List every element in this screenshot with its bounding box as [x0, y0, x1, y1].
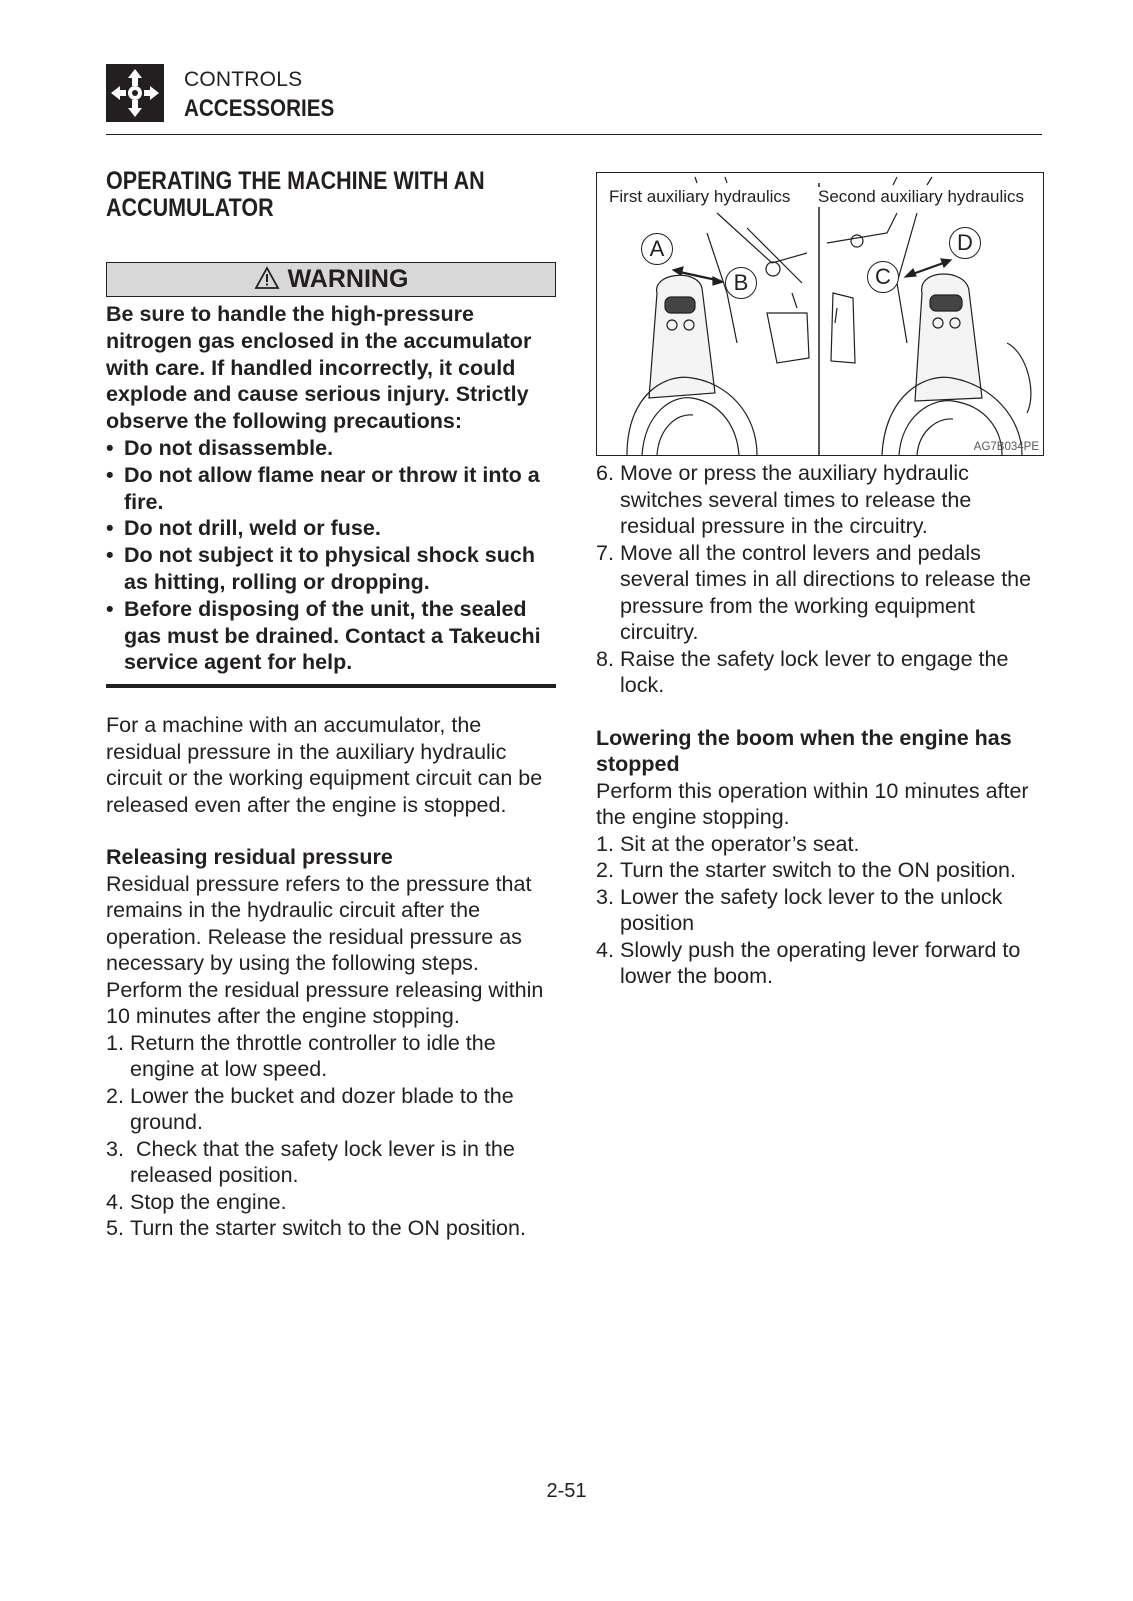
warning-bullet-text: Before disposing of the unit, the sealed gas must be drained. Contact a Takeuchi service agent for help.	[124, 596, 541, 675]
releasing-heading: Releasing residual pressure	[106, 845, 393, 870]
step-number: 6.	[596, 461, 614, 485]
controls-arrows-icon	[106, 64, 164, 122]
step-number: 8.	[596, 646, 614, 671]
warning-triangle-icon	[254, 266, 280, 290]
joystick-figure	[596, 172, 1044, 456]
step-number: 7.	[596, 540, 614, 565]
list-item	[596, 540, 1042, 646]
step-number: 3.	[106, 1136, 124, 1161]
section-label: CONTROLS	[184, 68, 303, 91]
list-item	[596, 937, 1042, 990]
step-text: Sit at the operator’s seat.	[620, 831, 860, 856]
page-title: ACCESSORIES	[184, 95, 335, 122]
figure-label-right: Second auxiliary hydraulics	[818, 187, 1024, 206]
step-text: Move all the control levers and pedals several times in all directions to release the pressure from the working equipment circuitry.	[620, 540, 1032, 644]
callout-b: B	[725, 267, 757, 299]
warning-bullet: • Do not allow flame near or throw it into a fire.	[106, 462, 556, 516]
left-column	[106, 168, 556, 1242]
warning-bullet-text: Do not subject it to physical shock such as hitting, rolling or dropping.	[124, 543, 535, 594]
warning-bullet: • Do not subject it to physical shock such as hitting, rolling or dropping.	[106, 542, 556, 596]
step-text: Turn the starter switch to the ON position.	[130, 1216, 526, 1241]
joystick-illustration	[597, 173, 1043, 455]
step-text: Return the throttle controller to idle the engine at low speed.	[130, 1030, 496, 1082]
warning-label: WARNING	[287, 265, 409, 293]
list-item	[106, 1030, 556, 1083]
step-text: Stop the engine.	[130, 1189, 287, 1214]
list-item	[106, 1189, 556, 1216]
callout-d: D	[949, 227, 981, 259]
step-text: Move or press the auxiliary hydraulic switches several times to release the residual pressure in the circuitry.	[620, 461, 972, 538]
step-number: 4.	[596, 937, 614, 962]
lowering-heading: Lowering the boom when the engine has stopped	[596, 725, 1012, 776]
list-item	[596, 831, 1042, 858]
page-number: 2-51	[546, 1480, 587, 1502]
callout-a: A	[641, 233, 673, 265]
warning-bullet-text: Do not drill, weld or fuse.	[124, 516, 381, 541]
figure-label-left: First auxiliary hydraulics	[609, 187, 791, 206]
main-heading: OPERATING THE MACHINE WITH AN ACCUMULATOR	[106, 167, 485, 222]
list-item	[596, 857, 1042, 884]
step-text: Turn the starter switch to the ON position.	[620, 858, 1016, 882]
releasing-body: Residual pressure refers to the pressure that remains in the hydraulic circuit after the operation. Release the residual pressure as necessary by using the following steps. Perform the residual pressure releasing within 10 minutes after the engine stopping.	[106, 871, 544, 1029]
warning-bullet: • Do not disassemble.	[106, 435, 334, 460]
warning-bullet: • Before disposing of the unit, the sealed gas must be drained. Contact a Takeuchi service agent for help.	[106, 596, 556, 676]
list-item	[106, 1136, 556, 1189]
list-item	[596, 884, 1042, 937]
warning-bullet-text: Do not allow flame near or throw it into a fire.	[124, 462, 540, 514]
warning-bullet: • Do not drill, weld or fuse.	[106, 516, 381, 541]
callout-c: C	[867, 261, 899, 293]
lowering-body: Perform this operation within 10 minutes after the engine stopping.	[596, 778, 1029, 829]
warning-intro: Be sure to handle the high-pressure nitrogen gas enclosed in the accumulator with care. If handled incorrectly, it could explode and cause serious injury. Strictly observe the following precautions:	[106, 302, 532, 434]
step-text: Lower the safety lock lever to the unlock position	[620, 884, 1003, 935]
warning-body	[106, 297, 556, 688]
step-number: 1.	[106, 1030, 124, 1055]
step-text: Check that the safety lock lever is in the released position.	[130, 1136, 521, 1188]
list-item	[106, 1215, 556, 1242]
step-number: 1.	[596, 831, 614, 856]
lowering-steps	[596, 831, 1042, 990]
step-number: 2.	[106, 1083, 124, 1108]
step-text: Raise the safety lock lever to engage the lock.	[620, 646, 1009, 697]
step-number: 4.	[106, 1189, 124, 1214]
list-item	[106, 1083, 556, 1136]
releasing-steps	[106, 1030, 556, 1242]
right-column	[596, 172, 1042, 990]
releasing-steps-continued	[596, 460, 1042, 699]
list-item	[596, 460, 1042, 540]
step-text: Slowly push the operating lever forward to lower the boom.	[620, 937, 1021, 988]
step-number: 3.	[596, 884, 614, 909]
warning-bullet-text: Do not disassemble.	[124, 435, 334, 460]
intro-paragraph: For a machine with an accumulator, the residual pressure in the auxiliary hydraulic circuit or the working equipment circuit can be released even after the engine is stopped.	[106, 713, 543, 817]
list-item	[596, 646, 1042, 699]
step-text: Lower the bucket and dozer blade to the ground.	[130, 1083, 514, 1135]
step-number: 5.	[106, 1216, 124, 1241]
page-header	[106, 62, 1042, 135]
step-number: 2.	[596, 858, 614, 882]
warning-banner	[106, 262, 556, 297]
figure-code: AG7B034PE	[973, 441, 1039, 453]
